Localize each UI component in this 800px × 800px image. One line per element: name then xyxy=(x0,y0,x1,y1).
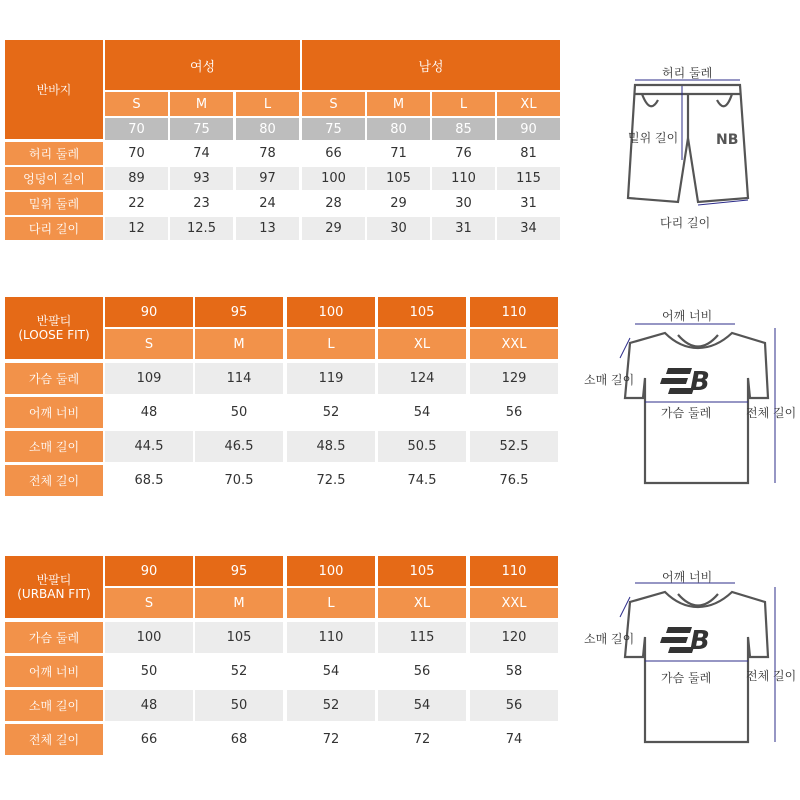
size-header: XL xyxy=(497,92,560,116)
table-cell: 66 xyxy=(105,724,193,755)
size-number: 90 xyxy=(105,297,193,327)
table-cell: 93 xyxy=(170,167,233,190)
table-cell: 52 xyxy=(287,397,375,428)
table-cell: 12 xyxy=(105,217,168,240)
size-header: L xyxy=(287,588,375,618)
table-cell: 23 xyxy=(170,192,233,215)
svg-text:B: B xyxy=(690,626,710,656)
table-cell: 72.5 xyxy=(287,465,375,496)
size-number: 110 xyxy=(470,556,558,586)
table-cell: 58 xyxy=(470,656,558,687)
tee-urban-title xyxy=(5,556,103,618)
tee-loose-chest-label: 가슴 둘레 xyxy=(661,406,712,420)
table-cell: 66 xyxy=(302,142,365,165)
table-cell: 78 xyxy=(236,142,299,165)
table-cell: 29 xyxy=(367,192,430,215)
table-cell: 13 xyxy=(236,217,299,240)
size-number: 105 xyxy=(378,556,466,586)
tee-urban-shoulder-label: 어깨 너비 xyxy=(662,570,713,584)
table-cell: 76.5 xyxy=(470,465,558,496)
table-cell: 31 xyxy=(432,217,495,240)
shorts-rise-label: 밑위 길이 xyxy=(628,131,679,145)
size-header: L xyxy=(236,92,299,116)
size-number: 90 xyxy=(497,118,560,140)
table-cell: 120 xyxy=(470,622,558,653)
size-number: 85 xyxy=(432,118,495,140)
table-cell: 54 xyxy=(378,397,466,428)
tee-loose-shoulder-label: 어깨 너비 xyxy=(662,309,713,323)
table-cell: 70 xyxy=(105,142,168,165)
size-header: XL xyxy=(378,329,466,359)
table-cell: 129 xyxy=(470,363,558,394)
size-number: 100 xyxy=(287,297,375,327)
table-cell: 52.5 xyxy=(470,431,558,462)
row-label: 가슴 둘레 xyxy=(5,363,103,394)
size-header: XL xyxy=(378,588,466,618)
tee-loose-length-label: 전체 길이 xyxy=(746,406,797,420)
table-cell: 56 xyxy=(378,656,466,687)
row-label: 허리 둘레 xyxy=(5,142,103,165)
table-cell: 76 xyxy=(432,142,495,165)
row-label: 소매 길이 xyxy=(5,690,103,721)
tee-urban-chest-label: 가슴 둘레 xyxy=(661,671,712,685)
table-cell: 74.5 xyxy=(378,465,466,496)
tee-loose-sleeve-label: 소매 길이 xyxy=(584,373,635,387)
table-cell: 52 xyxy=(195,656,283,687)
table-cell: 30 xyxy=(367,217,430,240)
women-header: 여성 xyxy=(105,40,300,90)
table-cell: 74 xyxy=(470,724,558,755)
tee-urban-title-line1: 반팔티 xyxy=(36,573,72,587)
shorts-diagram xyxy=(620,60,760,240)
size-header: M xyxy=(170,92,233,116)
size-header: S xyxy=(105,588,193,618)
shorts-title: 반바지 xyxy=(5,40,103,139)
size-header: M xyxy=(195,329,283,359)
size-header: M xyxy=(367,92,430,116)
row-label: 가슴 둘레 xyxy=(5,622,103,653)
tee-loose-title-line1: 반팔티 xyxy=(36,314,72,328)
row-label: 엉덩이 길이 xyxy=(5,167,103,190)
new-balance-logo-icon xyxy=(716,132,738,148)
table-cell: 34 xyxy=(497,217,560,240)
table-cell: 12.5 xyxy=(170,217,233,240)
row-label: 다리 길이 xyxy=(5,217,103,240)
svg-text:NB: NB xyxy=(716,132,739,148)
size-header: XXL xyxy=(470,588,558,618)
table-cell: 81 xyxy=(497,142,560,165)
tee-urban-sleeve-label: 소매 길이 xyxy=(584,632,635,646)
size-number: 80 xyxy=(367,118,430,140)
size-number: 100 xyxy=(287,556,375,586)
shorts-leg-label: 다리 길이 xyxy=(660,216,711,230)
table-cell: 110 xyxy=(287,622,375,653)
size-header: L xyxy=(432,92,495,116)
table-cell: 124 xyxy=(378,363,466,394)
size-header: S xyxy=(302,92,365,116)
table-cell: 110 xyxy=(432,167,495,190)
table-cell: 97 xyxy=(236,167,299,190)
size-number: 95 xyxy=(195,297,283,327)
table-cell: 28 xyxy=(302,192,365,215)
tee-urban-title-line2: (URBAN FIT) xyxy=(17,587,91,601)
table-cell: 56 xyxy=(470,397,558,428)
row-label: 어깨 너비 xyxy=(5,397,103,428)
size-number: 80 xyxy=(236,118,299,140)
table-cell: 50 xyxy=(105,656,193,687)
table-cell: 119 xyxy=(287,363,375,394)
table-cell: 74 xyxy=(170,142,233,165)
table-cell: 44.5 xyxy=(105,431,193,462)
tee-loose-title-line2: (LOOSE FIT) xyxy=(18,328,90,342)
table-cell: 24 xyxy=(236,192,299,215)
table-cell: 22 xyxy=(105,192,168,215)
table-cell: 109 xyxy=(105,363,193,394)
table-cell: 68.5 xyxy=(105,465,193,496)
size-header: L xyxy=(287,329,375,359)
table-cell: 50.5 xyxy=(378,431,466,462)
size-number: 95 xyxy=(195,556,283,586)
table-cell: 72 xyxy=(378,724,466,755)
table-cell: 56 xyxy=(470,690,558,721)
table-cell: 89 xyxy=(105,167,168,190)
size-number: 110 xyxy=(470,297,558,327)
table-cell: 72 xyxy=(287,724,375,755)
row-label: 밑위 둘레 xyxy=(5,192,103,215)
row-label: 어깨 너비 xyxy=(5,656,103,687)
size-number: 105 xyxy=(378,297,466,327)
table-cell: 68 xyxy=(195,724,283,755)
table-cell: 105 xyxy=(367,167,430,190)
svg-text:B: B xyxy=(690,367,710,397)
size-header: XXL xyxy=(470,329,558,359)
size-header: S xyxy=(105,92,168,116)
table-cell: 31 xyxy=(497,192,560,215)
size-number: 90 xyxy=(105,556,193,586)
table-cell: 54 xyxy=(287,656,375,687)
table-cell: 115 xyxy=(497,167,560,190)
size-header: S xyxy=(105,329,193,359)
tee-urban-length-label: 전체 길이 xyxy=(746,669,797,683)
table-cell: 46.5 xyxy=(195,431,283,462)
men-header: 남성 xyxy=(302,40,560,90)
size-number: 75 xyxy=(170,118,233,140)
table-cell: 105 xyxy=(195,622,283,653)
row-label: 전체 길이 xyxy=(5,465,103,496)
shorts-waist-label: 허리 둘레 xyxy=(662,66,713,80)
table-cell: 48 xyxy=(105,690,193,721)
table-cell: 52 xyxy=(287,690,375,721)
tee-loose-title xyxy=(5,297,103,359)
table-cell: 100 xyxy=(105,622,193,653)
table-cell: 48.5 xyxy=(287,431,375,462)
table-cell: 54 xyxy=(378,690,466,721)
table-cell: 71 xyxy=(367,142,430,165)
size-number: 75 xyxy=(302,118,365,140)
table-cell: 100 xyxy=(302,167,365,190)
row-label: 소매 길이 xyxy=(5,431,103,462)
table-cell: 50 xyxy=(195,690,283,721)
table-cell: 114 xyxy=(195,363,283,394)
table-cell: 115 xyxy=(378,622,466,653)
table-cell: 50 xyxy=(195,397,283,428)
table-cell: 29 xyxy=(302,217,365,240)
table-cell: 48 xyxy=(105,397,193,428)
row-label: 전체 길이 xyxy=(5,724,103,755)
table-cell: 70.5 xyxy=(195,465,283,496)
size-header: M xyxy=(195,588,283,618)
size-number: 70 xyxy=(105,118,168,140)
table-cell: 30 xyxy=(432,192,495,215)
